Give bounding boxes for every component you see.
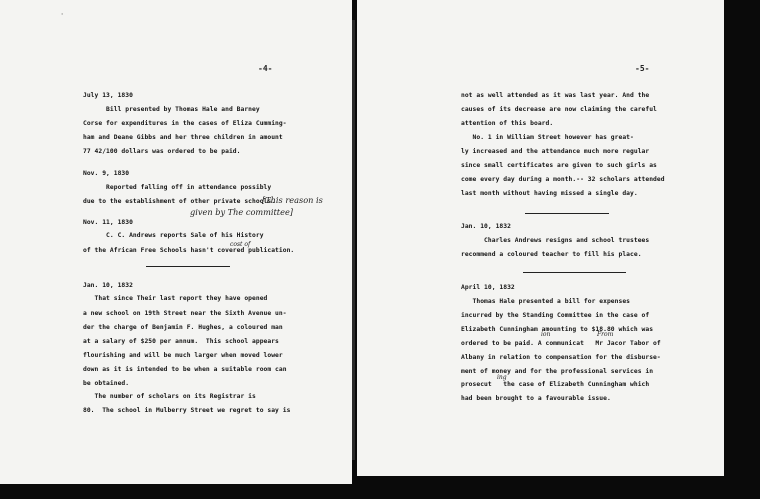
section-divider [146,266,230,267]
section-divider [525,213,609,214]
text-line: incurred by the Standing Committee in the case of [461,312,650,319]
text-line: come every day during a month.-- 32 scholars attended [461,176,665,183]
page-mark: ' [60,12,65,20]
handwritten-insertion: cost of [230,241,251,248]
text-line: No. 1 in William Street however has great- [461,134,634,141]
text-line: Charles Andrews resigns and school trustees [461,237,650,244]
text-line: flourishing and will be much larger when moved lower [83,352,283,359]
text-line: had been brought to a favourable issue. [461,395,611,402]
text-line: attention of this board. [461,120,554,127]
text-line: not as well attended as it was last year. And the [461,92,650,99]
text-line: Albany in relation to compensation for the disburse- [461,354,661,361]
text-line: recommend a coloured teacher to fill his place. [461,251,642,258]
date-heading: Nov. 9, 1830 [83,170,130,177]
page-number: -4- [258,64,273,73]
text-line: That since Their last report they have opened [83,295,268,302]
left-page [0,0,352,484]
binding-gutter [352,20,355,460]
text-line: ly increased and the attendance much more regular [461,148,650,155]
text-line: ordered to be paid. A communicat Mr Jacor Tabor of [461,340,661,347]
text-line: The number of scholars on its Registrar is [83,393,256,400]
text-line: at a salary of $250 per annum. This school appears [83,338,279,345]
handwritten-insertion: From [597,331,614,338]
text-line: prosecut the case of Elizabeth Cunningham which [461,381,650,388]
text-line: Bill presented by Thomas Hale and Barney [83,106,260,113]
text-line: Reported falling off in attendance possibly [83,184,272,191]
handwritten-note: [This reason is [262,195,323,205]
date-heading: Jan. 10, 1832 [461,223,511,230]
date-heading: Jan. 10, 1832 [83,282,133,289]
text-line: last month without having missed a single day. [461,190,638,197]
text-line: Corse for expenditures in the cases of Eliza Cumming- [83,120,287,127]
text-line: 77 42/100 dollars was ordered to be paid. [83,148,241,155]
text-line: Thomas Hale presented a bill for expenses [461,298,631,305]
handwritten-insertion: ing [497,374,507,381]
right-page [357,0,724,476]
date-heading: April 10, 1832 [461,284,515,291]
text-line: C. C. Andrews reports Sale of his History [83,232,264,239]
handwritten-insertion: ion [541,331,551,338]
page-number: -5- [635,64,650,73]
text-line: Elizabeth Cunningham amounting to $18.80 which was [461,326,654,333]
text-line: 80. The school in Mulberry Street we regret to say is [83,407,291,414]
text-line: of the African Free Schools hasn't covered publication. [83,247,295,254]
text-line: due to the establishment of other private schools. [83,198,276,205]
text-line: since small certificates are given to such girls as [461,162,657,169]
text-line: ment of money and for the professional services in [461,368,654,375]
text-line: a new school on 19th Street near the Sixth Avenue un- [83,310,287,317]
text-line: ham and Deane Gibbs and her three children in amount [83,134,283,141]
text-line: der the charge of Benjamin F. Hughes, a coloured man [83,324,283,331]
date-heading: July 13, 1830 [83,92,133,99]
text-line: down as it is intended to be when a suitable room can [83,366,287,373]
section-divider [523,272,626,273]
text-line: be obtained. [83,380,130,387]
date-heading: Nov. 11, 1830 [83,219,133,226]
text-line: causes of its decrease are now claiming the careful [461,106,657,113]
handwritten-note: given by The committee] [190,207,293,217]
